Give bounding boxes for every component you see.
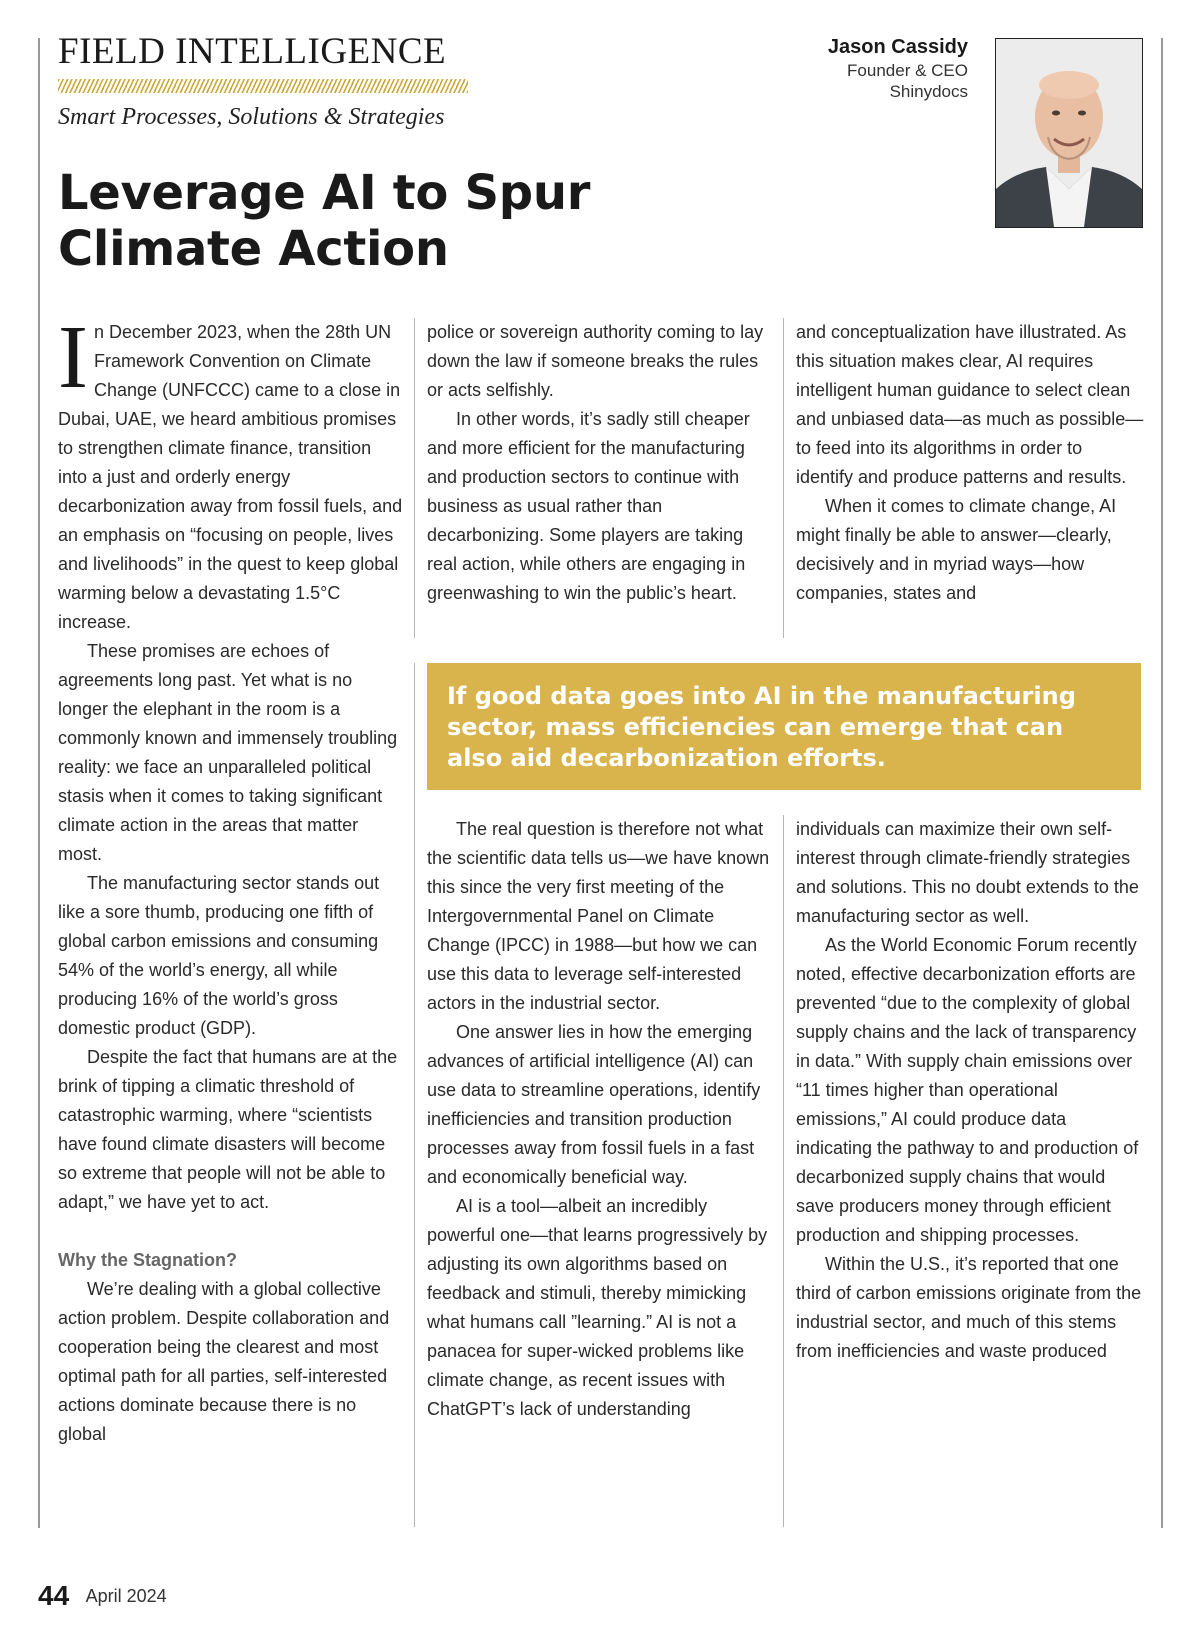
drop-cap: I [58,308,88,407]
author-company: Shinydocs [889,82,968,101]
paragraph: We’re dealing with a global collective action problem. Despite collaboration and cooperation being the clearest and most optimal path for all parties, self-interested actions dominate because there is no global [58,1279,390,1444]
pull-quote-text: If good data goes into AI in the manufacturing sector, mass efficiencies can emerge that can also aid decarbonization efforts. [447,682,1076,772]
paragraph: The manufacturing sector stands out like a sore thumb, producing one fifth of global carbon emissions and consuming 54% of the world’s energy, all while producing 16% of the world’s gross domestic product (GDP). [58,873,380,1038]
paragraph: and conceptualization have illustrated. As this situation makes clear, AI requires intelligent human guidance to select clean and unbiased data—as much as possible—to feed into its algorithms in order to identify and produce patterns and results. [796,322,1144,487]
article-column-2-bottom [427,815,772,1424]
section-title: FIELD INTELLIGENCE [58,31,447,72]
left-border-rule [38,38,40,1528]
article-column-2-top [427,318,772,608]
paragraph: police or sovereign authority coming to lay down the law if someone breaks the rules or acts selfishly. [427,322,764,400]
column-divider [783,318,784,638]
right-border-rule [1161,38,1163,1528]
page-footer [38,1580,167,1612]
paragraph: AI is a tool—albeit an incredibly powerful one—that learns progressively by adjusting its own algorithms based on feedback and stimuli, thereby mimicking what humans call ”learning.” AI is not a panacea for super-wicked problems like climate change, as recent issues with ChatGPT’s lack of understanding [427,1196,768,1419]
column-divider [414,318,415,638]
article-headline: Leverage AI to Spur Climate Action [58,165,591,277]
page-number: 44 [38,1580,70,1611]
author-portrait-icon [996,39,1142,227]
article-column-3-bottom [796,815,1144,1366]
paragraph: individuals can maximize their own self-interest through climate-friendly strategies and solutions. This no doubt extends to the manufacturing sector as well. [796,819,1139,926]
author-role: Founder & CEO [847,61,968,80]
paragraph-text: n December 2023, when the 28th UN Framework Convention on Climate Change (UNFCCC) came to a close in Dubai, UAE, we heard ambitious promises to strengthen climate finance, transition into a just and orderly energy decarbonization away from fossil fuels, and an emphasis on “focusing on people, lives and livelihoods” in the quest to keep global warming below a devastating 1.5°C increase. [58,322,403,632]
subheading: Why the Stagnation? [58,1250,237,1270]
column-divider [414,663,415,1527]
paragraph: When it comes to climate change, AI might finally be able to answer—clearly, decisively and in myriad ways—how companies, states and [796,496,1117,603]
decorative-hatch-bar [58,79,468,93]
paragraph: Within the U.S., it’s reported that one third of carbon emissions originate from the industrial sector, and much of this stems from inefficiencies and waste produced [796,1254,1142,1361]
paragraph: The real question is therefore not what the scientific data tells us—we have known this since the very first meeting of the Intergovernmental Panel on Climate Change (IPCC) in 1988—but how we can use this data to leverage self-interested actors in the industrial sector. [427,819,770,1013]
author-photo [995,38,1143,228]
author-name: Jason Cassidy [827,36,968,58]
section-subtitle: Smart Processes, Solutions & Strategies [58,104,445,130]
pull-quote [427,663,1141,790]
article-column-1 [58,308,403,1449]
paragraph: In other words, it’s sadly still cheaper and more efficient for the manufacturing and production sectors to continue with business as usual rather than decarbonizing. Some players are taking real action, while others are engaging in greenwashing to win the public’s heart. [427,409,750,603]
author-byline [828,34,968,102]
column-divider [783,815,784,1527]
paragraph: One answer lies in how the emerging advances of artificial intelligence (AI) can use data to streamline operations, identify inefficiencies and transition production processes away from fossil fuels in a fast and economically beneficial way. [427,1022,761,1187]
paragraph: These promises are echoes of agreements long past. Yet what is no longer the elephant in the room is a commonly known and immensely troubling reality: we face an unparalleled political stasis when it comes to taking significant climate action in the areas that matter most. [58,641,398,864]
paragraph: Despite the fact that humans are at the brink of tipping a climatic threshold of catastrophic warming, where “scientists have found climate disasters will become so extreme that people will not be able to adapt,” we have yet to act. [58,1047,398,1212]
article-column-3-top [796,318,1144,608]
paragraph: As the World Economic Forum recently noted, effective decarbonization efforts are prevented “due to the complexity of global supply chains and the lack of transparency in data.” With supply chain emissions over “11 times higher than operational emissions,” AI could produce data indicating the pathway to and production of decarbonized supply chains that would save producers money through efficient production and shipping processes. [796,935,1139,1245]
paragraph [58,308,403,637]
issue-date: April 2024 [85,1585,167,1606]
